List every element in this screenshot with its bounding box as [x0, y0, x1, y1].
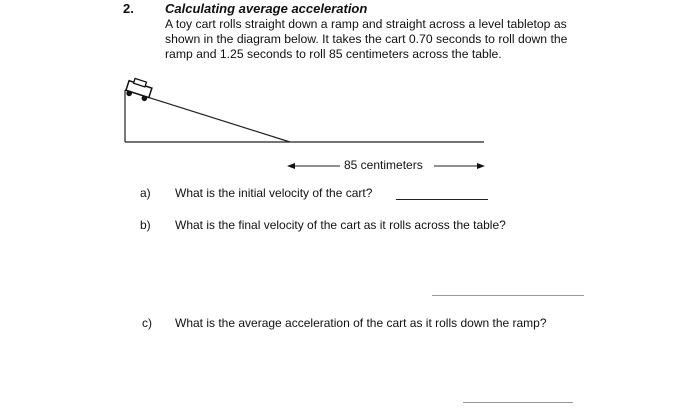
ramp-slope	[125, 90, 290, 142]
part-b-answer-line[interactable]	[432, 295, 584, 296]
part-c-question: What is the average acceleration of the cart as it rolls down the ramp?	[175, 316, 547, 330]
left-arrowhead-icon	[287, 163, 295, 169]
intro-line-1: A toy cart rolls straight down a ramp and straight across a level tabletop as	[165, 17, 567, 31]
part-a-answer-line[interactable]	[396, 199, 488, 200]
part-b-letter: b)	[140, 218, 151, 232]
part-a-letter: a)	[140, 186, 151, 200]
part-c-answer-line[interactable]	[463, 402, 573, 403]
intro-line-2: shown in the diagram below. It takes the cart 0.70 seconds to roll down the	[165, 32, 568, 46]
part-a-question: What is the initial velocity of the cart?	[175, 186, 373, 200]
question-number: 2.	[123, 1, 134, 16]
toy-cart-icon	[124, 77, 153, 102]
question-title: Calculating average acceleration	[165, 1, 368, 16]
part-b-question: What is the final velocity of the cart as it rolls across the table?	[175, 218, 506, 232]
right-arrowhead-icon	[477, 163, 485, 169]
distance-label: 85 centimeters	[344, 158, 423, 172]
part-c-letter: c)	[142, 316, 152, 330]
intro-line-3: ramp and 1.25 seconds to roll 85 centimeters across the table.	[165, 47, 502, 61]
